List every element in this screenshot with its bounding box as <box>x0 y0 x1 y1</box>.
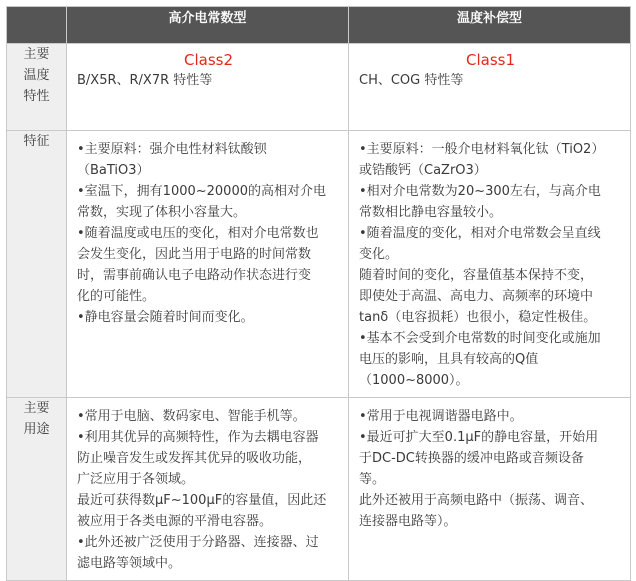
text-line: 电压的影响，且具有较高的Q值 <box>359 352 539 367</box>
text-line: 化的可能性。 <box>77 289 156 304</box>
characteristics-text: B/X5R、R/X7R 特性等 <box>77 73 213 88</box>
text-line: 时，需事前确认电子电路动作状态进行变 <box>77 268 312 283</box>
text-line: •主要原料：强介电性材料钛酸钡 <box>77 142 267 157</box>
row-label-temp-characteristics <box>7 44 67 131</box>
cell-high-dielectric-temp <box>67 44 349 131</box>
text-line: 滤电路等领域中。 <box>77 556 182 571</box>
text-line: 或锆酸钙（CaZrO3） <box>359 163 487 178</box>
text-line: •随着温度或电压的变化，相对介电常数也 <box>77 226 319 241</box>
text-line: •利用其优异的高频特性，作为去耦电容器 <box>77 430 319 445</box>
text-line: •基本不会受到介电常数的时间变化或施加 <box>359 331 601 346</box>
row-label-main-uses <box>7 398 67 581</box>
text-line: 连接器电路等）。 <box>359 514 457 529</box>
text-line: （BaTiO3） <box>77 163 150 178</box>
cell-temp-compensation-features <box>349 131 631 398</box>
text-line: •最近可扩大至0.1μF的静电容量，开始用 <box>359 430 599 445</box>
text-line: 常数相比静电容量较小。 <box>359 205 503 220</box>
row-label-line: 特性 <box>23 89 50 104</box>
row-label-line: 主要 <box>23 47 50 62</box>
text-line: 最近可获得数μF~100μF的容量值，因此还 <box>77 493 327 508</box>
table-row <box>7 44 631 131</box>
class-label: Class1 <box>465 51 515 69</box>
header-corner <box>7 7 67 44</box>
header-row <box>7 7 631 44</box>
text-line: •此外还被广泛使用于分路器、连接器、过 <box>77 535 319 550</box>
characteristics-text: CH、COG 特性等 <box>359 73 464 88</box>
text-line: 等。 <box>359 472 386 487</box>
text-line: 被应用于各类电源的平滑电容器。 <box>77 514 273 529</box>
row-label-line: 温度 <box>23 68 50 83</box>
header-high-dielectric: 高介电常数型 <box>67 7 349 44</box>
text-line: •静电容量会随着时间而变化。 <box>77 310 254 325</box>
header-temp-compensation: 温度补偿型 <box>349 7 631 44</box>
row-label-line: 用途 <box>23 422 50 437</box>
text-line: 会发生变化，因此当用于电路的时间常数 <box>77 247 312 262</box>
cell-temp-compensation-uses <box>349 398 631 581</box>
text-line: •随着温度的变化，相对介电常数会呈直线 <box>359 226 601 241</box>
text-line: 变化。 <box>359 247 399 262</box>
text-line: 广泛应用于各领域。 <box>77 472 195 487</box>
text-line: •室温下，拥有1000~20000的高相对介电 <box>77 184 326 199</box>
row-label-features: 特征 <box>7 131 67 398</box>
class-label: Class2 <box>183 51 233 69</box>
text-line: 于DC-DC转换器的缓冲电路或音频设备 <box>359 451 584 466</box>
cell-high-dielectric-features <box>67 131 349 398</box>
table-row <box>7 398 631 581</box>
text-line: •相对介电常数为20~300左右，与高介电 <box>359 184 601 199</box>
text-line: 随着时间的变化，容量值基本保持不变， <box>359 268 594 283</box>
text-line: 即使处于高温、高电力、高频率的环境中 <box>359 289 594 304</box>
cell-high-dielectric-uses <box>67 398 349 581</box>
table-row <box>7 131 631 398</box>
text-line: •常用于电视调谐器电路中。 <box>359 409 523 424</box>
text-line: 常数，实现了体积小容量大。 <box>77 205 247 220</box>
comparison-table <box>6 6 631 581</box>
text-line: 此外还被用于高频电路中（振荡、调音、 <box>359 493 594 508</box>
row-label-line: 主要 <box>23 401 50 416</box>
text-line: •主要原料：一般介电材料氧化钛（TiO2） <box>359 142 605 157</box>
text-line: 防止噪音发生或发挥其优异的吸收功能， <box>77 451 312 466</box>
cell-temp-compensation-temp <box>349 44 631 131</box>
text-line: tanδ（电容损耗）也很小，稳定性极佳。 <box>359 310 597 325</box>
text-line: •常用于电脑、数码家电、智能手机等。 <box>77 409 306 424</box>
text-line: （1000~8000）。 <box>359 373 469 388</box>
